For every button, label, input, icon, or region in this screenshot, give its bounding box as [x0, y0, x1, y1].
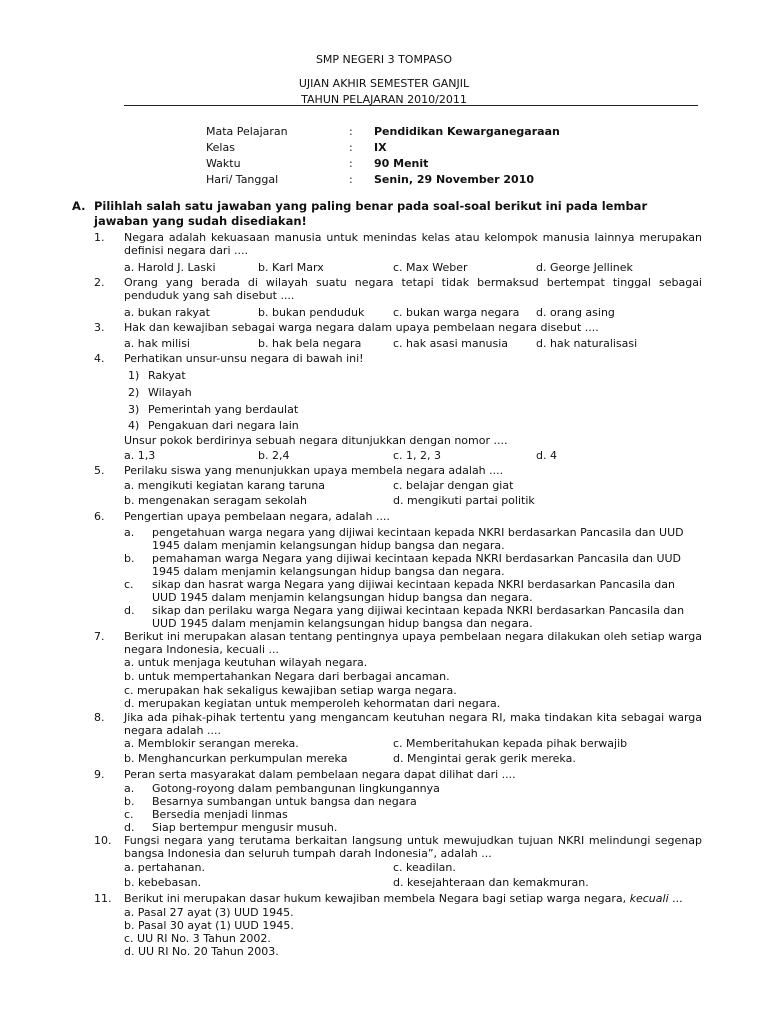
info-row-class — [206, 140, 686, 156]
option-a: a. Pasal 27 ayat (3) UUD 1945. — [124, 906, 294, 919]
academic-year: TAHUN PELAJARAN 2010/2011 — [301, 93, 467, 106]
list-text: Pengakuan dari negara lain — [148, 419, 299, 432]
option-text: Siap bertempur mengusir musuh. — [152, 821, 338, 834]
question-stem: Unsur pokok berdirinya sebuah negara ditunjukkan dengan nomor .... — [124, 434, 508, 447]
question-number: 10. — [94, 834, 112, 847]
option-text: pemahaman warga Negara yang dijiwai kecintaan kepada NKRI berdasarkan Pancasila dan UUD 1945 dalam menjamin kelangsungan hidup bangsa dan negara. — [152, 552, 682, 578]
question-text: Berikut ini merupakan alasan tentang pentingnya upaya pembelaan negara dilakukan oleh setiap warga negara Indonesia, kecuali ... — [124, 630, 702, 656]
question-text: Orang yang berada di wilayah suatu negara tetapi tidak bermaksud bertempat tinggal sebagai penduduk yang sah disebut .... — [124, 276, 702, 302]
info-key: Mata Pelajaran — [206, 125, 288, 138]
info-key: Hari/ Tanggal — [206, 173, 279, 186]
option-letter: d. — [124, 604, 135, 617]
list-number: 3) — [128, 403, 140, 416]
question-text-main: Berikut ini merupakan dasar hukum kewajiban membela Negara bagi setiap warga negara, — [124, 892, 627, 905]
question-number: 8. — [94, 711, 105, 724]
option-a: a. hak milisi — [124, 337, 190, 350]
option-text: Bersedia menjadi linmas — [152, 808, 288, 821]
option-a: a. bukan rakyat — [124, 306, 210, 319]
option-text: Gotong-royong dalam pembangunan lingkungannya — [152, 782, 440, 795]
info-colon: : — [349, 141, 353, 154]
question-text: Pengertian upaya pembelaan negara, adalah .... — [124, 510, 390, 523]
option-letter: b. — [124, 795, 135, 808]
question-number: 3. — [94, 321, 105, 334]
question-number: 1. — [94, 231, 105, 244]
option-text: sikap dan perilaku warga Negara yang dijiwai kecintaan kepada NKRI berdasarkan Pancasila dan UUD 1945 dalam menjamin kelangsungan hidup bangsa dan negara. — [152, 604, 685, 630]
info-key: Kelas — [206, 141, 235, 154]
option-b: b. bukan penduduk — [258, 306, 365, 319]
option-b: b. 2,4 — [258, 449, 290, 462]
option-c: c. merupakan hak sekaligus kewajiban setiap warga negara. — [124, 684, 457, 697]
option-b: b. Karl Marx — [258, 261, 324, 274]
option-b: b. kebebasan. — [124, 876, 202, 889]
info-value: 90 Menit — [374, 157, 429, 170]
info-value: Pendidikan Kewarganegaraan — [374, 125, 560, 138]
option-c: c. hak asasi manusia — [393, 337, 509, 350]
option-c: c. keadilan. — [393, 861, 456, 874]
option-a: a. mengikuti kegiatan karang taruna — [124, 479, 326, 492]
question-text: Fungsi negara yang terutama berkaitan langsung untuk mewujudkan tujuan NKRI melindungi segenap bangsa Indonesia dan seluruh tumpah darah Indonesia”, adalah ... — [124, 834, 702, 860]
option-letter: a. — [124, 782, 135, 795]
question-text-end: ... — [668, 892, 683, 905]
option-c: c. Max Weber — [393, 261, 468, 274]
info-value: IX — [374, 141, 387, 154]
option-d: d. hak naturalisasi — [536, 337, 638, 350]
option-text: sikap dan hasrat warga Negara yang dijiwai kecintaan kepada NKRI berdasarkan Pancasila dan UUD 1945 dalam menjamin kelangsungan hidup bangsa dan negara. — [152, 578, 675, 604]
option-a: a. Memblokir serangan mereka. — [124, 737, 299, 750]
question-number: 7. — [94, 630, 105, 643]
question-text: Hak dan kewajiban sebagai warga negara dalam upaya pembelaan negara disebut .... — [124, 321, 599, 334]
info-colon: : — [349, 157, 353, 170]
option-d: d. 4 — [536, 449, 557, 462]
question-text: Perilaku siswa yang menunjukkan upaya membela negara adalah .... — [124, 464, 504, 477]
info-row-time — [206, 156, 686, 172]
list-text: Rakyat — [148, 369, 186, 382]
list-text: Pemerintah yang berdaulat — [148, 403, 299, 416]
info-key: Waktu — [206, 157, 241, 170]
question-text: Jika ada pihak-pihak tertentu yang mengancam keutuhan negara RI, maka tindakan kita sebagai warga negara adalah .... — [124, 711, 702, 737]
option-c: c. Memberitahukan kepada pihak berwajib — [393, 737, 628, 750]
option-c: c. belajar dengan giat — [393, 479, 514, 492]
option-c: c. 1, 2, 3 — [393, 449, 442, 462]
question-number: 5. — [94, 464, 105, 477]
option-a: a. Harold J. Laski — [124, 261, 216, 274]
option-text: Besarnya sumbangan untuk bangsa dan negara — [152, 795, 417, 808]
info-colon: : — [349, 125, 353, 138]
question-number: 11. — [94, 892, 112, 905]
option-text: pengetahuan warga negara yang dijiwai kecintaan kepada NKRI berdasarkan Pancasila dan UUD 1945 dalam menjamin kelangsungan hidup bangsa dan negara. — [152, 526, 684, 552]
info-colon: : — [349, 173, 353, 186]
header-divider — [124, 105, 698, 106]
list-number: 1) — [128, 369, 140, 382]
option-letter: d. — [124, 821, 135, 834]
option-c: c. UU RI No. 3 Tahun 2002. — [124, 932, 271, 945]
option-a: a. untuk menjaga keutuhan wilayah negara. — [124, 656, 368, 669]
option-letter: b. — [124, 552, 135, 565]
question-number: 4. — [94, 352, 105, 365]
option-letter: c. — [124, 808, 134, 821]
info-row-subject — [206, 124, 686, 140]
question-number: 2. — [94, 276, 105, 289]
section-text: Pilihlah salah satu jawaban yang paling benar pada soal-soal berikut ini pada lembar jawaban yang sudah disediakan! — [94, 199, 648, 228]
option-c: c. bukan warga negara — [393, 306, 520, 319]
question-number: 9. — [94, 768, 105, 781]
option-letter: c. — [124, 578, 134, 591]
school-name: SMP NEGERI 3 TOMPASO — [315, 53, 453, 66]
option-d: d. orang asing — [536, 306, 615, 319]
info-row-date — [206, 172, 686, 188]
exam-info — [206, 124, 686, 188]
question-text: Peran serta masyarakat dalam pembelaan negara dapat dilihat dari .... — [124, 768, 516, 781]
option-d: d. Mengintai gerak gerik mereka. — [393, 752, 576, 765]
option-d: d. George Jellinek — [536, 261, 633, 274]
option-b: b. mengenakan seragam sekolah — [124, 494, 307, 507]
option-b: b. hak bela negara — [258, 337, 362, 350]
option-b: b. Menghancurkan perkumpulan mereka — [124, 752, 348, 765]
option-d: d. UU RI No. 20 Tahun 2003. — [124, 945, 279, 958]
option-d: d. kesejahteraan dan kemakmuran. — [393, 876, 589, 889]
list-text: Wilayah — [148, 386, 192, 399]
option-d: d. mengikuti partai politik — [393, 494, 535, 507]
info-value: Senin, 29 November 2010 — [374, 173, 535, 186]
option-letter: a. — [124, 526, 135, 539]
list-number: 2) — [128, 386, 140, 399]
list-number: 4) — [128, 419, 140, 432]
option-b: b. untuk mempertahankan Negara dari berbagai ancaman. — [124, 670, 450, 683]
exam-title: UJIAN AKHIR SEMESTER GANJIL — [298, 77, 470, 90]
question-text: Negara adalah kekuasaan manusia untuk menindas kelas atau kelompok manusia lainnya merupakan definisi negara dari .... — [124, 231, 702, 257]
question-text: Perhatikan unsur-unsu negara di bawah ini! — [124, 352, 364, 365]
option-a: a. pertahanan. — [124, 861, 205, 874]
option-b: b. Pasal 30 ayat (1) UUD 1945. — [124, 919, 294, 932]
option-d: d. merupakan kegiatan untuk memperoleh kehormatan dari negara. — [124, 697, 501, 710]
section-letter: A. — [72, 199, 86, 213]
question-text — [124, 893, 702, 906]
option-a: a. 1,3 — [124, 449, 156, 462]
question-text-emphasis: kecuali — [629, 892, 669, 905]
question-number: 6. — [94, 510, 105, 523]
